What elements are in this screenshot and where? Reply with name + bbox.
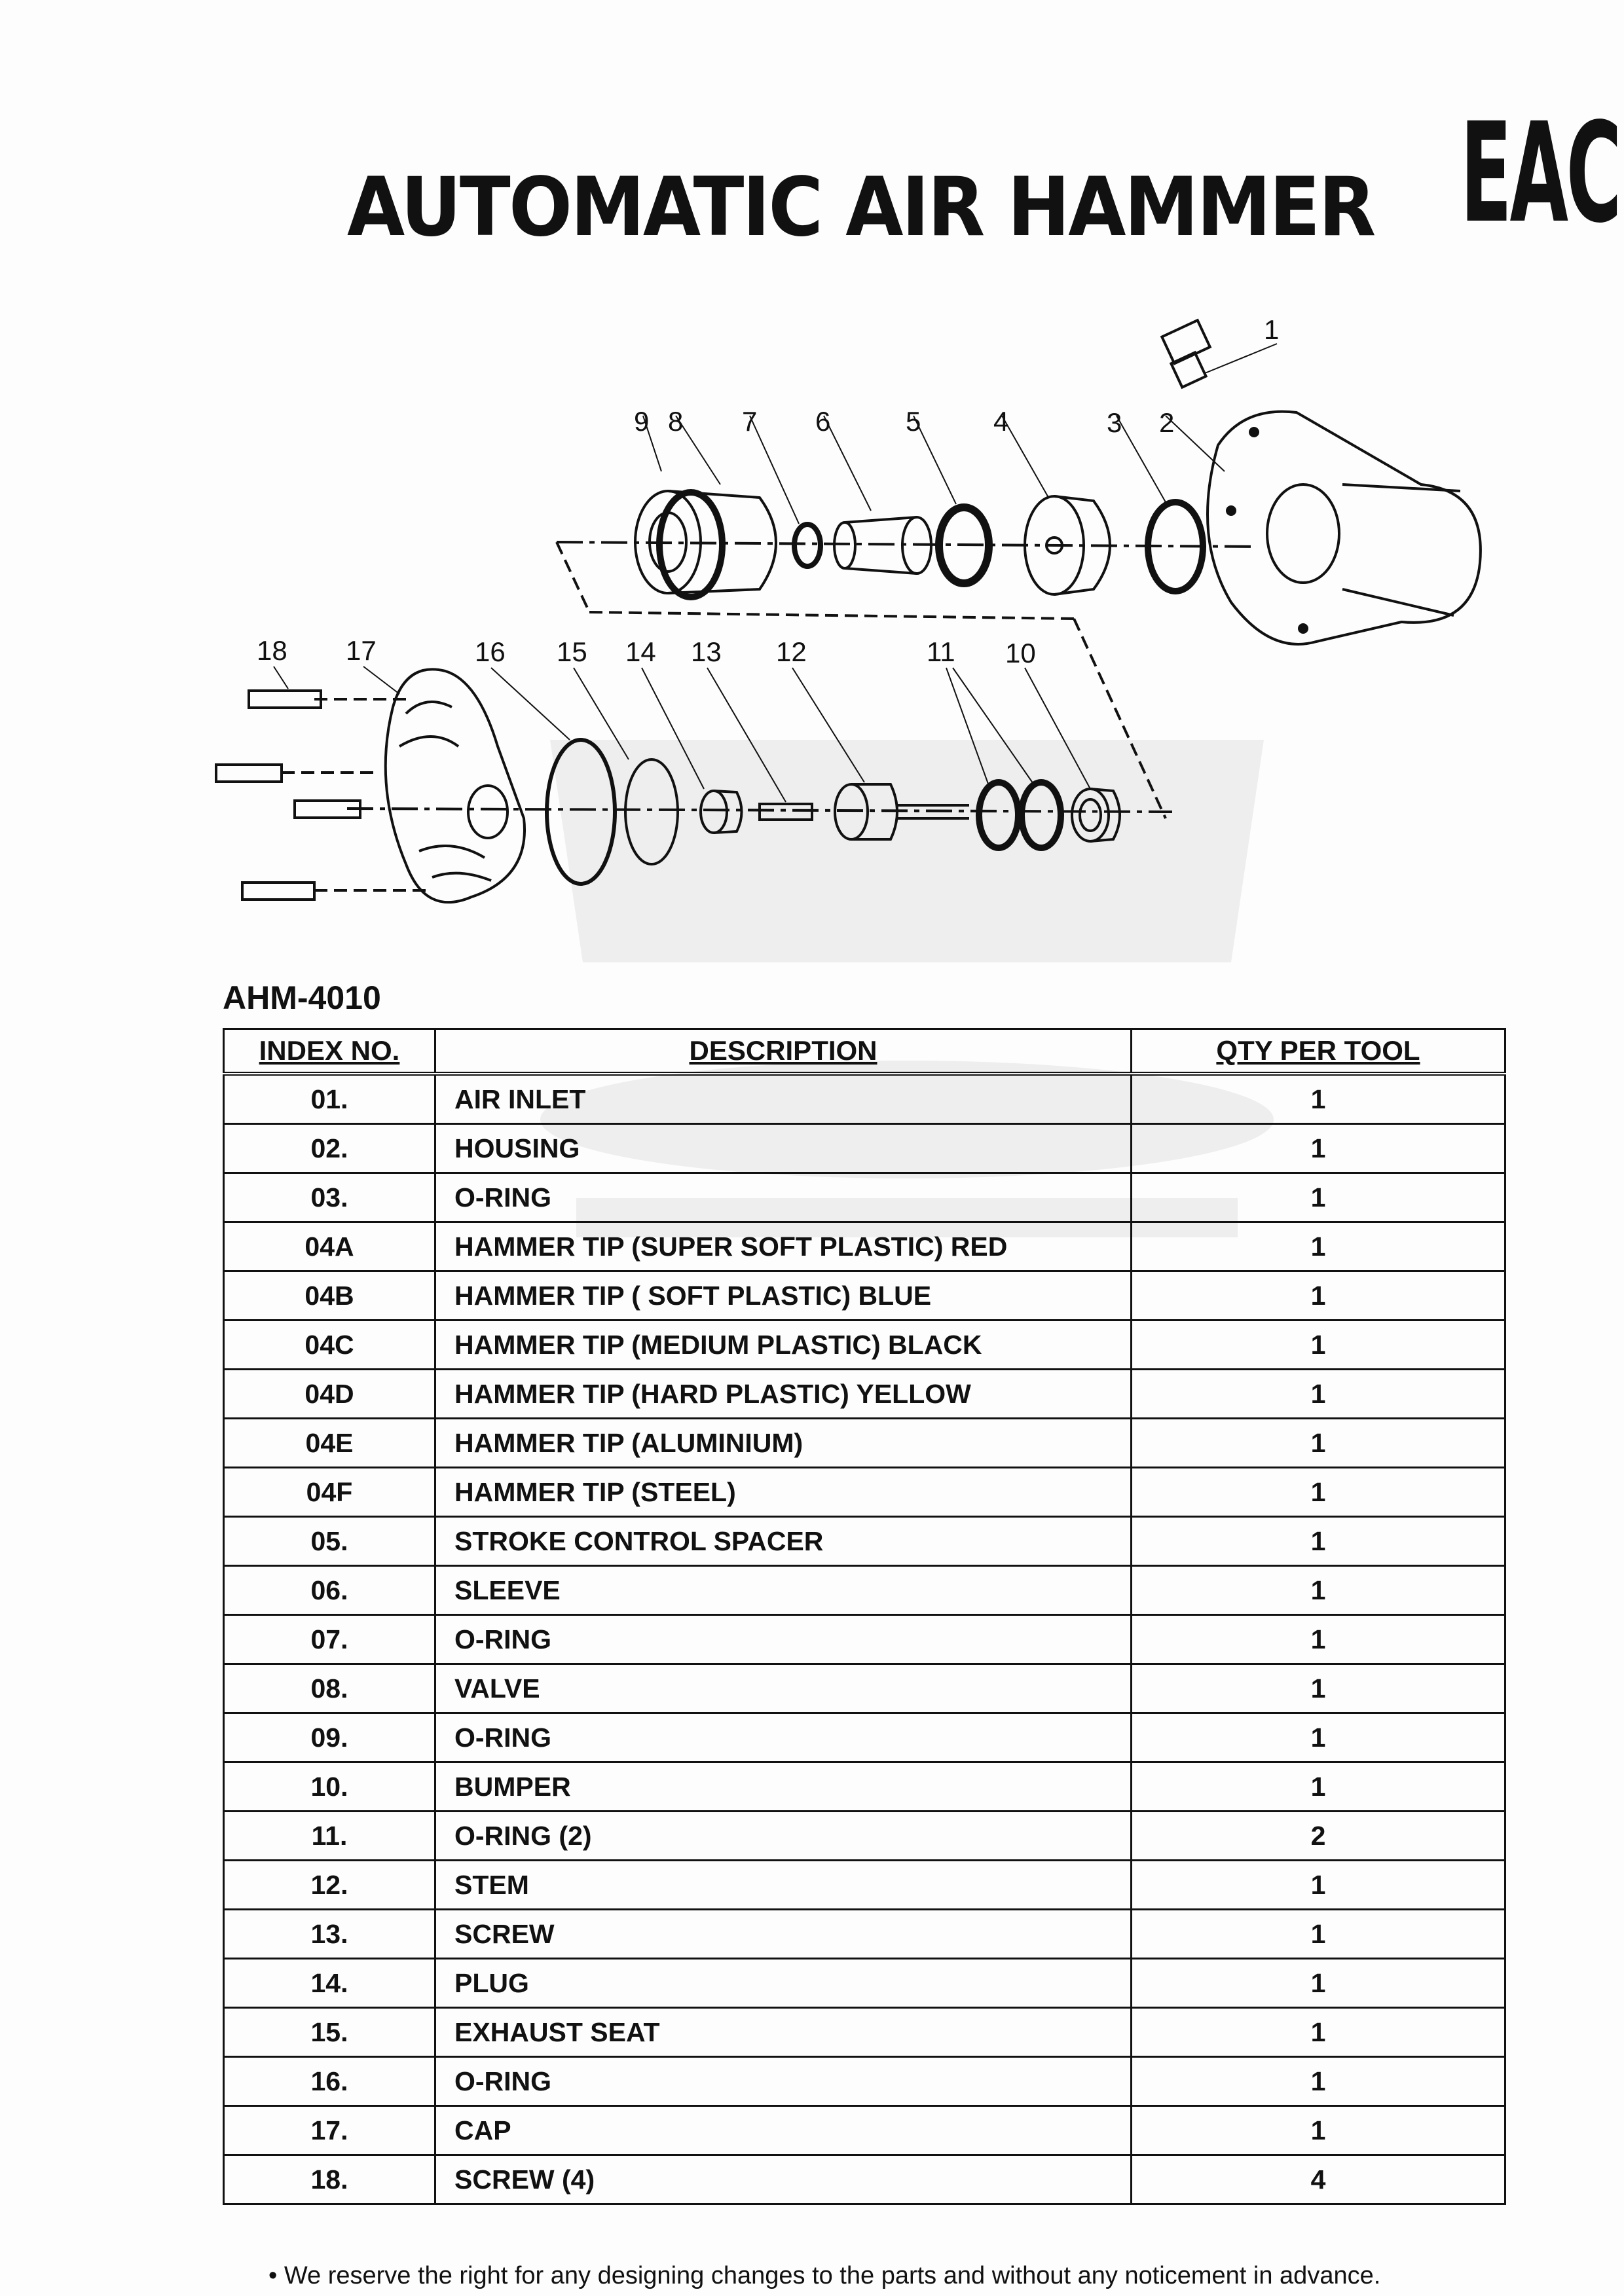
description-cell: O-RING (2) <box>435 1812 1132 1861</box>
callout-17: 17 <box>346 635 377 666</box>
index-cell: 10. <box>224 1762 435 1812</box>
header-qty: QTY PER TOOL <box>1132 1029 1505 1074</box>
callout-4: 4 <box>993 406 1009 437</box>
table-row <box>224 1271 1505 1321</box>
parts-table <box>223 1028 1506 2205</box>
qty-cell: 1 <box>1132 2106 1505 2155</box>
cap-part <box>386 669 525 902</box>
index-cell: 02. <box>224 1124 435 1173</box>
callout-15: 15 <box>557 636 587 667</box>
index-cell: 04F <box>224 1468 435 1517</box>
qty-cell: 1 <box>1132 1910 1505 1959</box>
description-cell: HOUSING <box>435 1124 1132 1173</box>
callout-16: 16 <box>475 636 506 667</box>
index-cell: 14. <box>224 1959 435 2008</box>
o-ring-11b <box>1022 782 1061 848</box>
qty-cell: 1 <box>1132 1074 1505 1124</box>
index-cell: 15. <box>224 2008 435 2057</box>
qty-cell: 1 <box>1132 1713 1505 1762</box>
qty-cell: 1 <box>1132 1370 1505 1419</box>
callout-14: 14 <box>625 636 656 667</box>
description-cell: HAMMER TIP (SUPER SOFT PLASTIC) RED <box>435 1222 1132 1271</box>
table-row <box>224 2106 1505 2155</box>
qty-cell: 1 <box>1132 1615 1505 1664</box>
o-ring-7 <box>794 524 821 566</box>
description-cell: STEM <box>435 1861 1132 1910</box>
o-ring-16 <box>547 740 615 884</box>
description-cell: STROKE CONTROL SPACER <box>435 1517 1132 1566</box>
bumper-part <box>1072 789 1120 841</box>
table-row <box>224 1074 1505 1124</box>
air-inlet-part <box>1162 320 1209 387</box>
table-row <box>224 1812 1505 1861</box>
index-cell: 08. <box>224 1664 435 1713</box>
description-cell: CAP <box>435 2106 1132 2155</box>
callout-6: 6 <box>815 406 831 437</box>
header-description: DESCRIPTION <box>435 1029 1132 1074</box>
exhaust-seat-part <box>625 759 678 864</box>
callout-18: 18 <box>257 635 287 666</box>
table-row <box>224 2008 1505 2057</box>
index-cell: 18. <box>224 2155 435 2204</box>
index-cell: 12. <box>224 1861 435 1910</box>
qty-cell: 1 <box>1132 1861 1505 1910</box>
table-row <box>224 1173 1505 1222</box>
index-cell: 07. <box>224 1615 435 1664</box>
index-cell: 04E <box>224 1419 435 1468</box>
index-cell: 04D <box>224 1370 435 1419</box>
qty-cell: 1 <box>1132 1517 1505 1566</box>
index-cell: 04A <box>224 1222 435 1271</box>
document-title: AUTOMATIC AIR HAMMER <box>347 160 1375 255</box>
index-cell: 04B <box>224 1271 435 1321</box>
index-cell: 05. <box>224 1517 435 1566</box>
qty-cell: 1 <box>1132 1762 1505 1812</box>
callout-12: 12 <box>776 636 807 667</box>
description-cell: O-RING <box>435 1615 1132 1664</box>
qty-cell: 1 <box>1132 1566 1505 1615</box>
callout-7: 7 <box>742 406 758 437</box>
table-row <box>224 1419 1505 1468</box>
callout-5: 5 <box>906 406 921 437</box>
housing-part <box>1208 412 1481 644</box>
table-row <box>224 2057 1505 2106</box>
table-row <box>224 1664 1505 1713</box>
screw-13-part <box>760 804 812 820</box>
index-cell: 09. <box>224 1713 435 1762</box>
qty-cell: 1 <box>1132 1321 1505 1370</box>
callout-9: 9 <box>634 406 650 437</box>
index-cell: 11. <box>224 1812 435 1861</box>
callout-8: 8 <box>668 406 684 437</box>
table-row <box>224 1762 1505 1812</box>
description-cell: HAMMER TIP (STEEL) <box>435 1468 1132 1517</box>
callout-10: 10 <box>1005 638 1036 668</box>
index-cell: 16. <box>224 2057 435 2106</box>
callout-13: 13 <box>691 636 722 667</box>
o-ring-11a <box>979 782 1018 848</box>
table-row <box>224 1370 1505 1419</box>
exploded-parts-diagram <box>0 288 1624 943</box>
description-cell: O-RING <box>435 1713 1132 1762</box>
description-cell: HAMMER TIP (ALUMINIUM) <box>435 1419 1132 1468</box>
qty-cell: 1 <box>1132 1222 1505 1271</box>
footnote: • We reserve the right for any designing changes to the parts and without any noticement in advance. <box>268 2262 1381 2289</box>
table-header-row <box>224 1029 1505 1074</box>
table-row <box>224 1321 1505 1370</box>
qty-cell: 1 <box>1132 1959 1505 2008</box>
header-index: INDEX NO. <box>224 1029 435 1074</box>
table-row <box>224 1910 1505 1959</box>
qty-cell: 1 <box>1132 1664 1505 1713</box>
screw-18-set <box>216 691 360 900</box>
table-row <box>224 1959 1505 2008</box>
table-row <box>224 1468 1505 1517</box>
description-cell: HAMMER TIP ( SOFT PLASTIC) BLUE <box>435 1271 1132 1321</box>
parts-table-body <box>224 1074 1505 2204</box>
description-cell: O-RING <box>435 2057 1132 2106</box>
callout-11: 11 <box>927 636 955 667</box>
model-number: AHM-4010 <box>223 979 381 1016</box>
index-cell: 06. <box>224 1566 435 1615</box>
table-row <box>224 1615 1505 1664</box>
table-row <box>224 1861 1505 1910</box>
description-cell: AIR INLET <box>435 1074 1132 1124</box>
qty-cell: 1 <box>1132 1419 1505 1468</box>
description-cell: O-RING <box>435 1173 1132 1222</box>
table-row <box>224 1124 1505 1173</box>
qty-cell: 4 <box>1132 2155 1505 2204</box>
qty-cell: 1 <box>1132 2008 1505 2057</box>
table-row <box>224 1713 1505 1762</box>
description-cell: SCREW (4) <box>435 2155 1132 2204</box>
qty-cell: 1 <box>1132 1173 1505 1222</box>
callout-3: 3 <box>1107 407 1122 438</box>
description-cell: SLEEVE <box>435 1566 1132 1615</box>
qty-cell: 1 <box>1132 1271 1505 1321</box>
table-row <box>224 2155 1505 2204</box>
index-cell: 17. <box>224 2106 435 2155</box>
description-cell: HAMMER TIP (HARD PLASTIC) YELLOW <box>435 1370 1132 1419</box>
table-row <box>224 1566 1505 1615</box>
qty-cell: 1 <box>1132 1124 1505 1173</box>
description-cell: EXHAUST SEAT <box>435 2008 1132 2057</box>
description-cell: HAMMER TIP (MEDIUM PLASTIC) BLACK <box>435 1321 1132 1370</box>
table-row <box>224 1222 1505 1271</box>
description-cell: VALVE <box>435 1664 1132 1713</box>
description-cell: PLUG <box>435 1959 1132 2008</box>
qty-cell: 1 <box>1132 1468 1505 1517</box>
index-cell: 13. <box>224 1910 435 1959</box>
eac-certification-mark: EAC <box>1460 93 1620 253</box>
description-cell: BUMPER <box>435 1762 1132 1812</box>
qty-cell: 2 <box>1132 1812 1505 1861</box>
qty-cell: 1 <box>1132 2057 1505 2106</box>
callout-2: 2 <box>1159 407 1175 438</box>
index-cell: 04C <box>224 1321 435 1370</box>
callout-1: 1 <box>1264 314 1280 345</box>
table-row <box>224 1517 1505 1566</box>
description-cell: SCREW <box>435 1910 1132 1959</box>
index-cell: 01. <box>224 1074 435 1124</box>
plug-part <box>701 791 742 833</box>
index-cell: 03. <box>224 1173 435 1222</box>
